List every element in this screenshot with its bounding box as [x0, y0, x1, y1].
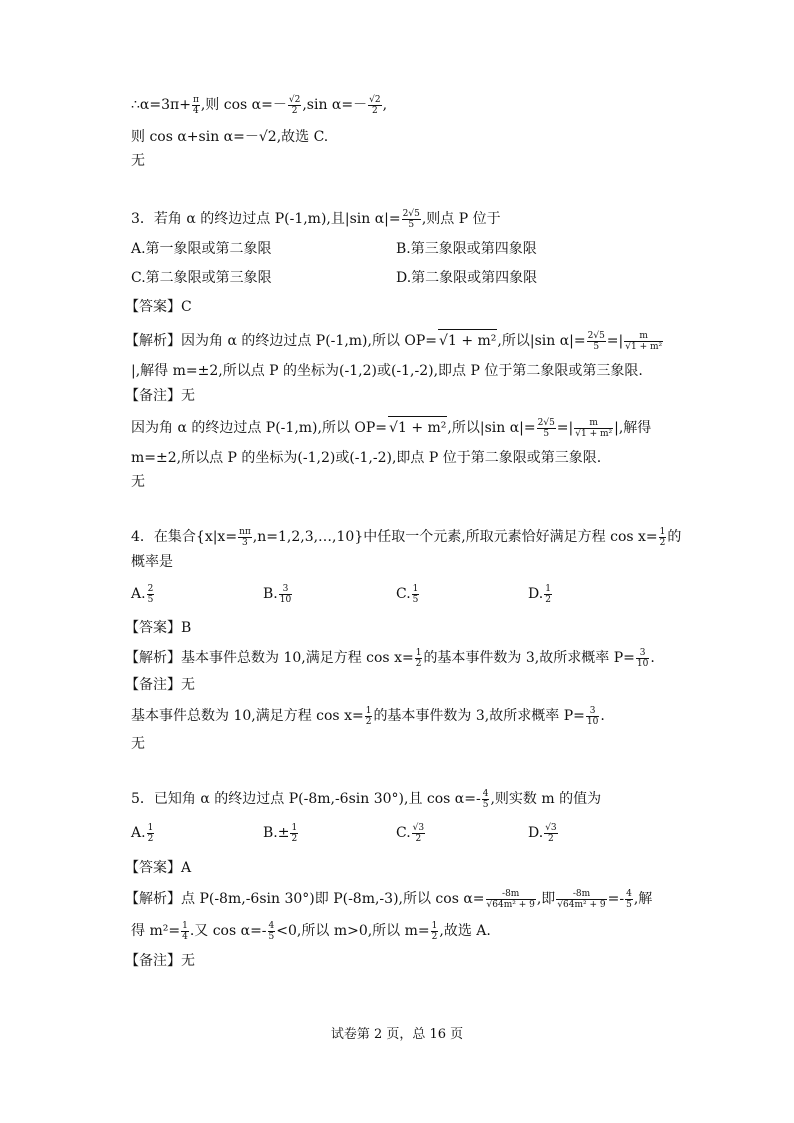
option-label: B.	[263, 825, 278, 841]
text: ,故选 C.	[276, 129, 329, 145]
frac-num: 1	[412, 583, 419, 594]
q4-analysis	[125, 647, 655, 669]
text: <0,所以 m>0,所以 m=	[276, 923, 430, 939]
frac-den: √64m² + 9	[486, 899, 535, 910]
fraction	[192, 95, 200, 116]
q4-remark: 【备注】无	[125, 677, 195, 693]
text: 5．已知角 α 的终边过点 P(-8m,-6sin 30°),且 cos α=-	[131, 791, 481, 807]
frac-num: 1	[365, 705, 372, 716]
fraction	[412, 584, 420, 605]
text: ,解	[633, 891, 653, 907]
frac-num: 1	[291, 822, 298, 833]
q3-explain-line-1	[131, 416, 651, 438]
frac-den: 5	[593, 341, 600, 352]
frac-num: m	[574, 418, 613, 429]
frac-den: 2	[545, 594, 551, 605]
fraction	[415, 648, 423, 669]
q4-option-a	[131, 583, 155, 605]
text: ,所以|sin α|=	[447, 420, 536, 436]
text: 的基本事件数为 3,故所求概率 P=	[373, 708, 585, 724]
frac-den: 2	[291, 833, 298, 844]
frac-den: 5	[482, 799, 489, 810]
frac-num: -8m	[556, 889, 606, 900]
text: =|	[606, 333, 624, 349]
text: 的	[667, 529, 682, 545]
text: ,	[382, 97, 388, 113]
fraction	[431, 921, 439, 942]
q4-none: 无	[131, 736, 145, 752]
q5-option-a	[131, 822, 155, 844]
frac-den: 5	[408, 219, 415, 230]
frac-num: 2√5	[587, 330, 605, 341]
text: 【解析】点 P(-8m,-6sin 30°)即 P(-8m,-3),所以 cos α=	[125, 891, 485, 907]
q5-option-b	[263, 822, 299, 844]
q5-answer: 【答案】A	[125, 860, 192, 876]
page-footer: 试卷第 2 页，总 16 页	[330, 1027, 464, 1042]
q4-option-d	[528, 583, 553, 605]
prev-solution-line-1	[131, 94, 387, 116]
text: 【解析】基本事件总数为 10,满足方程 cos x=	[125, 650, 414, 666]
text: 因为角 α 的终边过点 P(-1,m),所以 OP=	[131, 420, 388, 436]
q3-analysis-line-2: |,解得 m=±2,所以点 P 的坐标为(-1,2)或(-1,-2),即点 P 位于第二象限或第三象限.	[131, 363, 643, 379]
frac-den: 2	[548, 833, 554, 844]
frac-den: 2	[659, 537, 666, 548]
text: 【解析】因为角 α 的终边过点 P(-1,m),所以 OP=	[125, 333, 438, 349]
q5-analysis-line-1	[125, 888, 652, 910]
text: 得 m²=	[131, 923, 181, 939]
frac-num: √3	[545, 822, 557, 833]
q4-stem	[131, 526, 681, 548]
frac-num: 3	[636, 648, 649, 659]
fraction	[147, 823, 155, 844]
sqrt-expr: √1 + m²	[388, 416, 447, 439]
q4-option-c	[396, 583, 420, 605]
text: .	[600, 708, 605, 724]
text: ,sin α=－	[302, 97, 368, 113]
frac-den: √1 + m²	[575, 428, 613, 439]
frac-num: 1	[659, 526, 666, 537]
fraction	[574, 418, 613, 439]
option-label: D.	[528, 825, 544, 841]
option-label: D.	[528, 586, 544, 602]
fraction	[147, 584, 155, 605]
frac-num: 3	[279, 584, 292, 595]
q5-stem	[131, 788, 601, 810]
frac-den: 4	[193, 105, 199, 116]
q5-option-d	[528, 822, 559, 844]
q3-stem	[131, 208, 501, 230]
q3-explain-line-2: m=±2,所以点 P 的坐标为(-1,2)或(-1,-2),即点 P 位于第二象限或第三象限.	[131, 450, 602, 466]
text: .	[650, 650, 655, 666]
sqrt-expr: √2	[258, 129, 277, 145]
q3-option-b: B.第三象限或第四象限	[396, 241, 537, 257]
frac-den: 5	[626, 899, 632, 910]
fraction	[368, 95, 381, 116]
fraction	[537, 418, 556, 439]
frac-num: √2	[288, 94, 301, 105]
q5-analysis-line-2	[131, 920, 491, 942]
fraction	[544, 584, 552, 605]
text: 基本事件总数为 10,满足方程 cos x=	[131, 708, 364, 724]
sqrt-expr: √1 + m²	[438, 329, 497, 352]
frac-num: 2	[147, 583, 154, 594]
text: =|	[556, 420, 574, 436]
frac-num: π	[192, 94, 199, 105]
frac-num: nπ	[239, 526, 251, 537]
fraction	[659, 527, 667, 548]
frac-num: 4	[482, 788, 489, 799]
frac-den: √64m² + 9	[557, 899, 606, 910]
q3-option-d: D.第二象限或第四象限	[396, 270, 538, 286]
fraction	[486, 889, 536, 910]
frac-num: -8m	[486, 889, 536, 900]
text: |,解得	[614, 420, 652, 436]
text: =-	[607, 891, 625, 907]
fraction	[365, 706, 373, 727]
q3-option-c: C.第二象限或第三象限	[131, 270, 272, 286]
prev-none: 无	[131, 153, 145, 169]
text: ,即	[536, 891, 556, 907]
frac-num: 3	[586, 706, 599, 717]
frac-den: 2	[415, 833, 422, 844]
frac-num: 1	[182, 920, 188, 931]
frac-den: 10	[279, 594, 292, 605]
fraction	[624, 331, 663, 352]
text: ,故选 A.	[439, 923, 491, 939]
frac-den: 2	[291, 105, 298, 116]
q4-option-b	[263, 583, 293, 605]
frac-den: √1 + m²	[625, 341, 663, 352]
fraction	[482, 789, 490, 810]
text: 的基本事件数为 3,故所求概率 P=	[423, 650, 635, 666]
text: 4．在集合{x|x=	[131, 529, 238, 545]
q4-answer: 【答案】B	[125, 620, 192, 636]
frac-den: 2	[415, 658, 422, 669]
frac-num: 2√5	[402, 208, 420, 219]
text: ,则点 P 位于	[421, 211, 501, 227]
frac-den: 10	[636, 658, 649, 669]
frac-den: 5	[147, 594, 154, 605]
q3-analysis-line-1	[125, 329, 664, 351]
frac-num: 1	[147, 822, 154, 833]
frac-num: √3	[412, 822, 425, 833]
frac-den: 2	[365, 716, 372, 727]
frac-den: 2	[147, 833, 154, 844]
fraction	[288, 95, 301, 116]
q3-answer: 【答案】C	[125, 299, 192, 315]
fraction	[181, 921, 189, 942]
q4-explain	[131, 705, 605, 727]
fraction	[290, 823, 298, 844]
frac-num: 2√5	[537, 417, 555, 428]
option-label: C.	[396, 586, 411, 602]
frac-num: 1	[415, 647, 422, 658]
text: 则 cos α+sin α=－	[131, 129, 259, 145]
frac-den: 10	[586, 716, 599, 727]
fraction	[586, 706, 599, 727]
text: .又 cos α=-	[189, 923, 267, 939]
frac-den: 5	[543, 428, 550, 439]
frac-den: 5	[412, 594, 419, 605]
frac-num: 4	[626, 888, 632, 899]
option-label: C.	[396, 825, 411, 841]
frac-den: 3	[242, 537, 248, 548]
fraction	[238, 527, 252, 548]
q3-remark: 【备注】无	[125, 388, 195, 404]
option-label: B.	[263, 586, 278, 602]
text: ,所以|sin α|=	[497, 333, 586, 349]
q5-option-c	[396, 822, 426, 844]
fraction	[402, 209, 421, 230]
frac-den: 5	[268, 931, 275, 942]
q5-remark: 【备注】无	[125, 953, 195, 969]
text: ,则 cos α=－	[200, 97, 287, 113]
prev-solution-line-2	[131, 126, 328, 148]
fraction	[279, 584, 292, 605]
text: ,则实数 m 的值为	[490, 791, 602, 807]
option-prefix: ±	[277, 825, 290, 841]
q4-stem-line-2: 概率是	[131, 554, 173, 570]
text: 3．若角 α 的终边过点 P(-1,m),且|sin α|=	[131, 211, 401, 227]
fraction	[636, 648, 649, 669]
q3-none: 无	[131, 474, 145, 490]
text: ,n=1,2,3,…,10}中任取一个元素,所取元素恰好满足方程 cos x=	[252, 529, 658, 545]
frac-num: √2	[369, 94, 381, 105]
option-label: A.	[131, 825, 146, 841]
option-label: A.	[131, 586, 146, 602]
frac-num: 4	[268, 920, 275, 931]
fraction	[412, 823, 425, 844]
frac-den: 4	[182, 931, 188, 942]
frac-num: m	[624, 331, 663, 342]
frac-den: 2	[371, 105, 378, 116]
fraction	[268, 921, 276, 942]
fraction	[544, 823, 557, 844]
q3-option-a: A.第一象限或第二象限	[131, 241, 272, 257]
fraction	[587, 331, 606, 352]
fraction	[556, 889, 606, 910]
frac-den: 2	[431, 931, 438, 942]
fraction	[625, 889, 633, 910]
frac-num: 1	[545, 583, 551, 594]
text: ∴α=3π+	[131, 97, 191, 113]
frac-num: 1	[431, 920, 438, 931]
